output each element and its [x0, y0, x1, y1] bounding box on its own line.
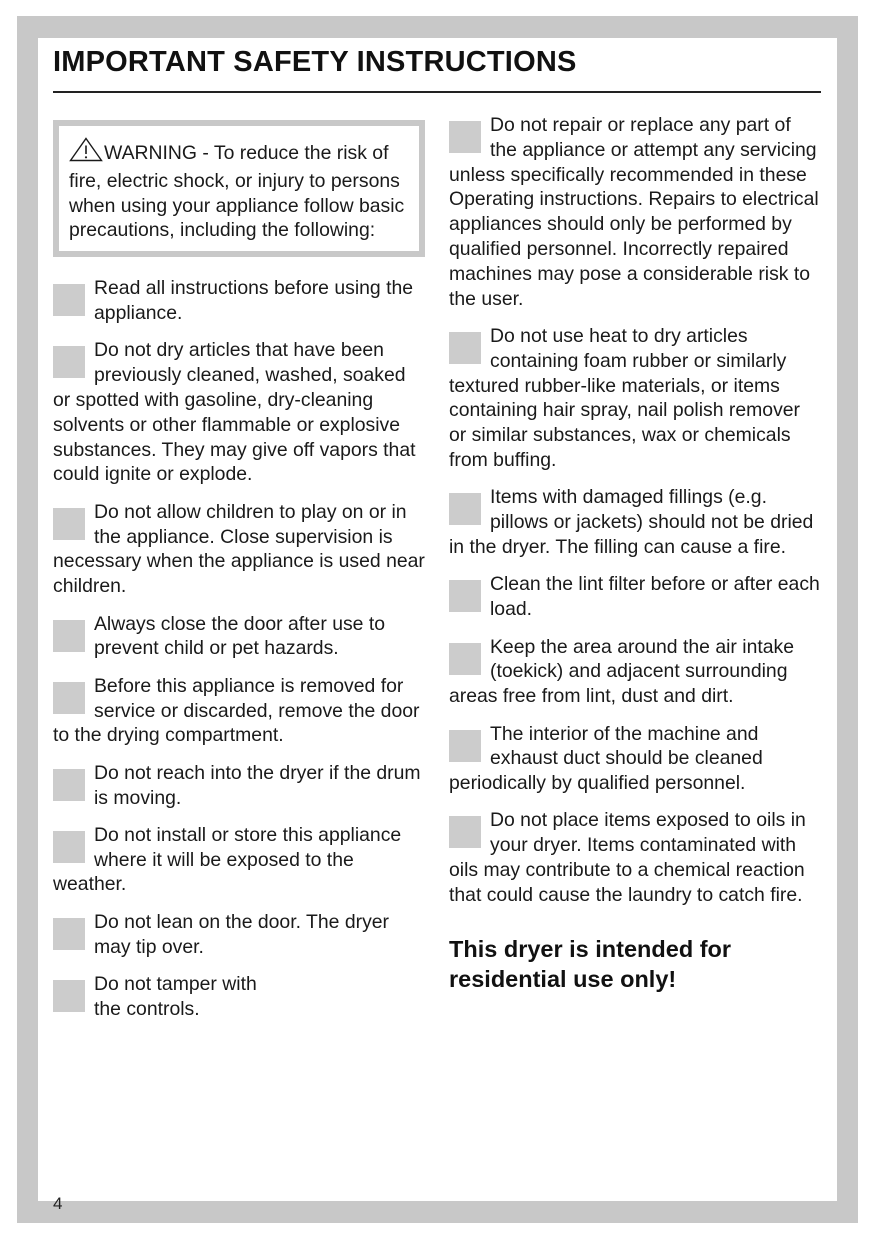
list-item-text: Do not use heat to dry articles containing foam rubber or similarly textured rubber-like materials, or items containing hair spray, nail polish remover or similar substances, wax or chemicals from buffing.	[449, 324, 801, 471]
list-item-text: Do not tamper with the controls.	[94, 973, 257, 1020]
list-item-text: Clean the lint filter before or after each load.	[490, 573, 820, 621]
list-item	[449, 113, 821, 311]
list-item	[53, 674, 425, 748]
list-item-text: Do not allow children to play on or in the appliance. Close supervision is necessary when the appliance is used near children.	[53, 500, 425, 598]
warning-triangle-icon	[69, 137, 103, 169]
bullet-square-icon	[53, 682, 85, 714]
closing-line-1: This dryer is intended for	[449, 935, 732, 962]
bullet-square-icon	[53, 769, 85, 801]
page-title: IMPORTANT SAFETY INSTRUCTIONS	[53, 46, 577, 78]
list-item	[53, 972, 263, 1022]
list-item	[53, 823, 425, 897]
bullet-square-icon	[449, 580, 481, 612]
bullet-square-icon	[449, 493, 481, 525]
list-item	[449, 722, 821, 796]
list-item-text: Read all instructions before using the appliance.	[94, 277, 414, 324]
list-item	[53, 910, 425, 960]
list-item	[53, 612, 425, 662]
closing-statement	[449, 934, 821, 994]
bullet-square-icon	[449, 816, 481, 848]
bullet-square-icon	[53, 980, 85, 1012]
list-item	[53, 500, 425, 599]
list-item-text: Do not install or store this appliance where it will be exposed to the weather.	[53, 823, 402, 896]
right-column	[449, 113, 821, 994]
list-item-text: Always close the door after use to prevent child or pet hazards.	[94, 612, 386, 660]
bullet-square-icon	[449, 643, 481, 675]
list-item-text: The interior of the machine and exhaust duct should be cleaned periodically by qualified personnel.	[449, 722, 763, 795]
warning-box	[53, 120, 425, 257]
list-item	[449, 485, 821, 559]
bullet-square-icon	[53, 831, 85, 863]
list-item-text: Do not place items exposed to oils in your dryer. Items contaminated with oils may contribute to a chemical reaction that could cause the laundry to catch fire.	[449, 809, 806, 906]
list-item-text: Items with damaged fillings (e.g. pillows or jackets) should not be dried in the dryer. The filling can cause a fire.	[449, 486, 814, 558]
closing-line-2: residential use only!	[449, 965, 677, 992]
bullet-square-icon	[53, 620, 85, 652]
bullet-square-icon	[449, 332, 481, 364]
list-item-text: Do not repair or replace any part of the appliance or attempt any servicing unless specifically recommended in these Operating instructions. Repairs to electrical appliances should only be performed by qualified personnel. Incorrectly repaired machines may pose a considerable risk to the user.	[449, 114, 819, 310]
bullet-square-icon	[53, 918, 85, 950]
list-item-text: Before this appliance is removed for service or discarded, remove the door to the drying compartment.	[53, 674, 420, 747]
bullet-square-icon	[53, 284, 85, 316]
bullet-square-icon	[53, 346, 85, 378]
list-item	[449, 324, 821, 473]
list-item	[449, 635, 821, 709]
list-item	[53, 761, 425, 811]
page-number: 4	[53, 1194, 63, 1213]
list-item-text: Do not dry articles that have been previously cleaned, washed, soaked or spotted with gasoline, dry-cleaning solvents or other flammable or explosive substances. They may give off vapors that could ignite or explode.	[53, 339, 416, 486]
list-item	[449, 808, 821, 907]
list-item-text: Do not lean on the door. The dryer may tip over.	[94, 910, 390, 958]
bullet-square-icon	[53, 508, 85, 540]
left-column	[53, 113, 425, 1034]
list-item	[53, 338, 425, 487]
list-item	[449, 572, 821, 622]
list-item-text: Do not reach into the dryer if the drum is moving.	[94, 761, 421, 809]
title-divider	[53, 91, 821, 93]
bullet-square-icon	[449, 730, 481, 762]
list-item-text: Keep the area around the air intake (toekick) and adjacent surrounding areas free from lint, dust and dirt.	[449, 635, 795, 708]
list-item	[53, 276, 425, 326]
bullet-square-icon	[449, 121, 481, 153]
warning-text: WARNING - To reduce the risk of fire, electric shock, or injury to persons when using your appliance follow basic precautions, including the following:	[69, 142, 405, 242]
